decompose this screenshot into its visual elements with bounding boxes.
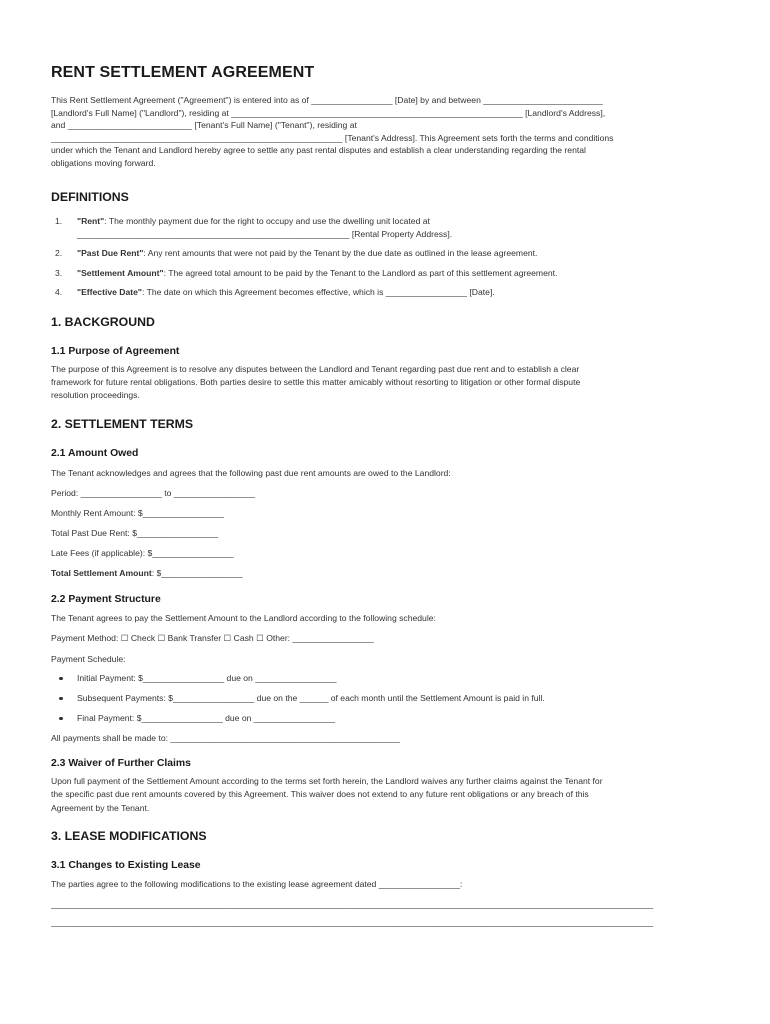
document-body xyxy=(51,64,719,927)
period-field: Period: _________________ to _________________ xyxy=(51,487,256,498)
definitions-heading: DEFINITIONS xyxy=(51,189,129,204)
payment-schedule-list xyxy=(51,673,719,723)
monthly-rent-field: Monthly Rent Amount: $_________________ xyxy=(51,507,224,518)
list-item xyxy=(51,713,719,723)
definition-term: "Effective Date" xyxy=(77,287,142,298)
late-fees-field: Late Fees (if applicable): $_________________ xyxy=(51,547,234,558)
definition-item xyxy=(51,215,719,242)
total-settlement-label: Total Settlement Amount xyxy=(51,567,152,578)
amount-owed-intro: The Tenant acknowledges and agrees that the following past due rent amounts are owed to the Landlord: xyxy=(51,467,451,478)
paragraph-line: framework for future rental obligations. Both parties desire to settle this matter amicably without resorting to litigation or other formal dispute xyxy=(51,377,581,387)
blank-line: ______________________________________________________________________________________________________________________________ xyxy=(51,899,654,910)
bullet-icon xyxy=(59,697,63,701)
payments-made-to-field: All payments shall be made to: ________________________________________________ xyxy=(51,732,400,743)
changes-lease-intro: The parties agree to the following modifications to the existing lease agreement dated _________________: xyxy=(51,879,463,890)
paragraph-line: The purpose of this Agreement is to resolve any disputes between the Landlord and Tenant regarding past due rent and to establish a clear xyxy=(51,363,580,374)
list-item-text: Final Payment: $_________________ due on _________________ xyxy=(77,712,336,723)
definition-text: : The date on which this Agreement becomes effective, which is _________________ [Date]. xyxy=(142,287,495,298)
definition-number: 4. xyxy=(55,287,63,298)
paragraph-line: Upon full payment of the Settlement Amount according to the terms set forth herein, the Landlord waives any further claims against the Tenant for xyxy=(51,775,603,786)
definition-item xyxy=(51,247,719,260)
definition-item xyxy=(51,286,719,299)
payment-structure-heading: 2.2 Payment Structure xyxy=(51,593,161,605)
definition-number: 2. xyxy=(55,248,63,259)
total-settlement-field xyxy=(51,568,719,578)
definitions-list xyxy=(51,215,719,300)
definition-item xyxy=(51,267,719,280)
purpose-paragraph xyxy=(51,363,719,403)
intro-line: This Rent Settlement Agreement ("Agreement") is entered into as of _________________ [Date] by and between _________________________ xyxy=(51,95,603,105)
list-item xyxy=(51,693,719,703)
amount-owed-heading: 2.1 Amount Owed xyxy=(51,447,139,459)
waiver-heading: 2.3 Waiver of Further Claims xyxy=(51,757,191,769)
definition-term: "Settlement Amount" xyxy=(77,267,164,278)
changes-lease-heading: 3.1 Changes to Existing Lease xyxy=(51,860,201,872)
intro-line: [Landlord's Full Name] ("Landlord"), residing at _____________________________________________________________ [Landlord's Address], xyxy=(51,107,606,118)
bullet-icon xyxy=(59,677,63,681)
background-heading: 1. BACKGROUND xyxy=(51,314,155,329)
intro-line: obligations moving forward. xyxy=(51,157,156,168)
paragraph-line: the specific past due rent amounts covered by this Agreement. This waiver does not extend to any future rent obligations or any breach of this xyxy=(51,789,589,800)
purpose-heading: 1.1 Purpose of Agreement xyxy=(51,345,180,357)
definition-text: : Any rent amounts that were not paid by the Tenant by the due date as outlined in the lease agreement. xyxy=(143,248,538,259)
paragraph-line: resolution proceedings. xyxy=(51,390,140,401)
list-item-text: Subsequent Payments: $_________________ due on the ______ of each month until the Settlement Amount is paid in full. xyxy=(77,692,545,703)
payment-schedule-label: Payment Schedule: xyxy=(51,653,126,664)
total-past-due-field: Total Past Due Rent: $_________________ xyxy=(51,527,219,538)
definition-term: "Rent" xyxy=(77,215,105,226)
payment-method-field: Payment Method: ☐ Check ☐ Bank Transfer ☐ Cash ☐ Other: _________________ xyxy=(51,632,374,643)
payment-structure-intro: The Tenant agrees to pay the Settlement Amount to the Landlord according to the following schedule: xyxy=(51,612,436,623)
intro-line: under which the Tenant and Landlord hereby agree to settle any past rental disputes and establish a clear understanding regarding the rental xyxy=(51,145,586,156)
document-title: RENT SETTLEMENT AGREEMENT xyxy=(51,64,315,81)
list-item xyxy=(51,673,719,683)
definition-number: 1. xyxy=(55,215,63,226)
waiver-paragraph xyxy=(51,775,719,815)
definition-text-continued: _________________________________________________________ [Rental Property Address]. xyxy=(77,228,453,239)
definition-text: : The agreed total amount to be paid by the Tenant to the Landlord as part of this settlement agreement. xyxy=(163,267,558,278)
blank-line: ______________________________________________________________________________________________________________________________ xyxy=(51,917,654,928)
intro-paragraph xyxy=(51,94,719,170)
definition-number: 3. xyxy=(55,267,63,278)
bullet-icon xyxy=(59,717,63,721)
definition-term: "Past Due Rent" xyxy=(77,248,144,259)
settlement-terms-heading: 2. SETTLEMENT TERMS xyxy=(51,416,194,431)
definition-text: : The monthly payment due for the right to occupy and use the dwelling unit located at xyxy=(104,215,430,226)
paragraph-line: Agreement by the Tenant. xyxy=(51,802,150,813)
lease-modifications-heading: 3. LEASE MODIFICATIONS xyxy=(51,829,207,844)
intro-line: and __________________________ [Tenant's Full Name] ("Tenant"), residing at xyxy=(51,120,357,131)
intro-line: _____________________________________________________________ [Tenant's Address]. This Agreement sets forth the terms and conditions xyxy=(51,132,614,143)
total-settlement-blank: : $_________________ xyxy=(151,567,243,578)
list-item-text: Initial Payment: $_________________ due on _________________ xyxy=(77,672,337,683)
